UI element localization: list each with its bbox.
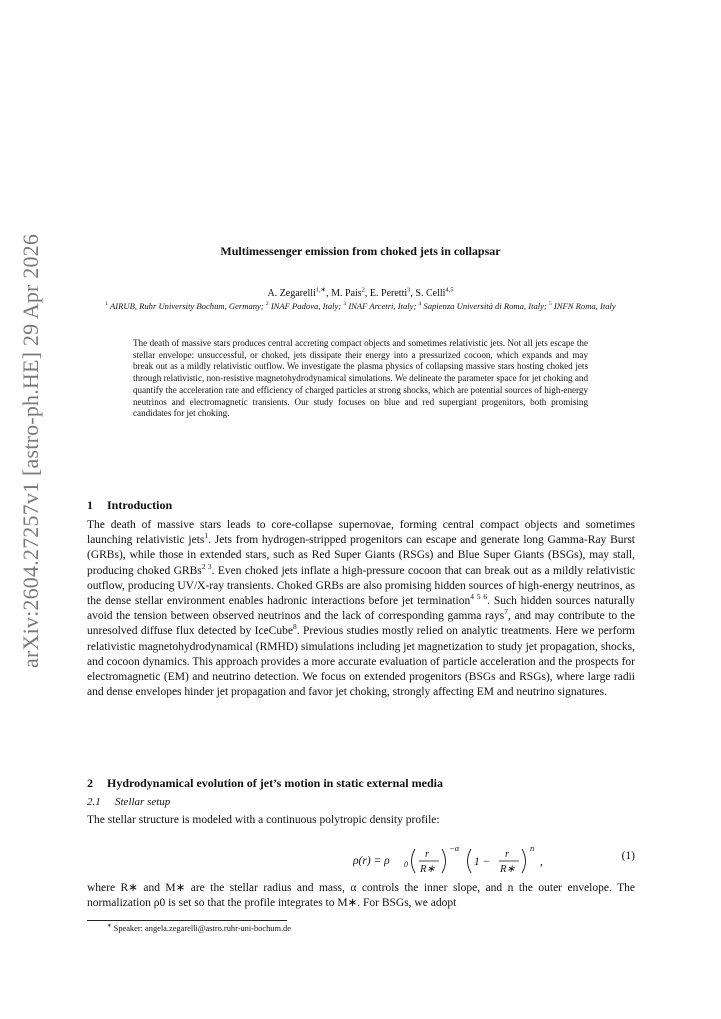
- paragraph-text: . Previous studies mostly relied on analytic treatments. Here we perform relativistic magnetohydrodynamical (RMHD) simulations including jet magnetization to study jet propagation, shocks, and cocoon dynamics. This approach provides a more accurate evaluation of particle acceleration and the prospects for electromagnetic (EM) and neutrino detection. We focus on extended progenitors (BSGs and RSGs), where large radii and dense envelopes hinder jet propagation and favor jet choking, strongly affecting EM and neutrino signatures.: [87, 625, 635, 699]
- subsection-heading-stellar-setup: [87, 796, 170, 808]
- equation-trailing-comma: ,: [540, 856, 543, 868]
- arxiv-identifier-stamp: arXiv:2604.27257v1 [astro-ph.HE] 29 Apr 2026: [18, 233, 43, 668]
- affiliation-text: INFN Roma, Italy: [551, 301, 616, 311]
- abstract: The death of massive stars produces central accreting compact objects and sometimes relativistic jets. Not all jets escape the stellar envelope: unsuccessful, or choked, jets dissipate their energy into a pressurized cocoon, which expands and may break out as a mildly relativistic outflow. We investigate the plasma physics of collapsing massive stars hosting choked jets through relativistic, non-resistive magnetohydrodynamical simulations. We delineate the parameter space for jet choking and quantify the acceleration rate and efficiency of charged particles at strong shocks, which are potential sources of high-energy neutrinos and electromagnetic transients. Our study focuses on blue and red supergiant progenitors, both promising candidates for jet choking.: [133, 338, 588, 419]
- density-profile-equation: [87, 836, 635, 880]
- speaker-footnote: [107, 924, 291, 933]
- equation-lhs-subscript: 0: [404, 860, 408, 869]
- affiliation-text: Sapienza Università di Roma, Italy;: [421, 301, 549, 311]
- author-name: , E. Peretti: [364, 288, 408, 299]
- citation: 8: [292, 622, 297, 632]
- section-number: 2: [87, 776, 93, 790]
- exponent: n: [530, 843, 535, 853]
- fraction-numerator: r: [425, 849, 430, 860]
- citation: 7: [504, 607, 508, 617]
- paragraph-text: . Even choked jets inflate a high-pressure cocoon that can break out as a mildly relativistic outflow, producing UV/X-ray transients. Choked GRBs are also promising hidden sources of high-energy neutrinos, as the dense stellar environment enables hadronic interactions before jet termination: [87, 564, 635, 608]
- fraction-denominator: R∗: [420, 864, 436, 875]
- subsection-title: Stellar setup: [115, 796, 171, 808]
- fraction-denominator: R∗: [500, 864, 516, 875]
- section-title: Hydrodynamical evolution of jet’s motion in static external media: [107, 776, 443, 790]
- affiliations: [100, 300, 621, 313]
- affiliation-text: INAF Padova, Italy;: [268, 301, 344, 311]
- author-name: , M. Pais: [326, 288, 362, 299]
- introduction-paragraph: [87, 518, 635, 700]
- paper-title: Multimessenger emission from choked jets in collapsar: [220, 244, 501, 258]
- section-heading-introduction: [87, 498, 172, 513]
- paragraph-text: The death of massive stars leads to core-collapse supernovae, forming central compact objects and sometimes launching relativistic jets: [87, 519, 635, 547]
- section-number: 1: [87, 498, 93, 512]
- fraction-numerator: r: [505, 849, 510, 860]
- footnote-mark: ∗: [107, 923, 112, 930]
- author-affiliation-mark: 4,5: [445, 286, 454, 294]
- citation: 4 5 6: [470, 592, 488, 602]
- footnote-divider: [87, 920, 287, 921]
- author-affiliation-mark: 2: [361, 286, 365, 294]
- citation: 2 3: [201, 561, 212, 571]
- stellar-setup-paragraph: where R∗ and M∗ are the stellar radius and mass, α controls the inner slope, and n the outer envelope. The normalization ρ0 is set so that the profile integrates to M∗. For BSGs, we adopt: [87, 882, 635, 910]
- citation: 1: [204, 531, 209, 541]
- affiliation-text: AIRUB, Ruhr University Bochum, Germany;: [108, 301, 266, 311]
- author-name: A. Zegarelli: [267, 288, 316, 299]
- author-list: [0, 288, 721, 299]
- affiliation-mark: 2: [265, 301, 269, 308]
- paragraph-text: . Jets from hydrogen-stripped progenitors can escape and generate long Gamma-Ray Burst (GRBs), while those in extended stars, such as Red Super Giants (RSGs) and Blue Super Giants (BSGs), may stall, producing choked GRBs: [87, 534, 635, 577]
- footnote-text: Speaker: angela.zegarelli@astro.ruhr-uni-bochum.de: [111, 924, 291, 933]
- stellar-setup-intro: The stellar structure is modeled with a continuous polytropic density profile:: [87, 814, 440, 826]
- exponent: −α: [449, 843, 460, 853]
- one-minus: 1 −: [474, 856, 491, 868]
- affiliation-mark: 1: [105, 301, 109, 308]
- affiliation-mark: 4: [418, 301, 422, 308]
- paragraph-text: , and may contribute to the unresolved diffuse flux detected by IceCube: [87, 610, 635, 638]
- author-affiliation-mark: 3: [407, 286, 411, 294]
- paragraph-text: . Such hidden sources naturally avoid the tension between observed neutrinos and the lack of corresponding gamma rays: [87, 595, 635, 623]
- subsection-number: 2.1: [87, 796, 101, 808]
- affiliation-mark: 5: [548, 301, 552, 308]
- equation-formula: [353, 842, 573, 882]
- section-title: Introduction: [107, 498, 173, 512]
- author-affiliation-mark: 1,∗: [315, 286, 327, 294]
- equation-lhs: ρ(r) = ρ: [353, 855, 390, 867]
- affiliation-mark: 3: [343, 301, 347, 308]
- affiliation-text: INAF Arcetri, Italy;: [346, 301, 419, 311]
- equation-number: (1): [621, 850, 635, 862]
- author-name: , S. Celli: [410, 288, 446, 299]
- section-heading-hydrodynamical-evolution: [87, 776, 443, 791]
